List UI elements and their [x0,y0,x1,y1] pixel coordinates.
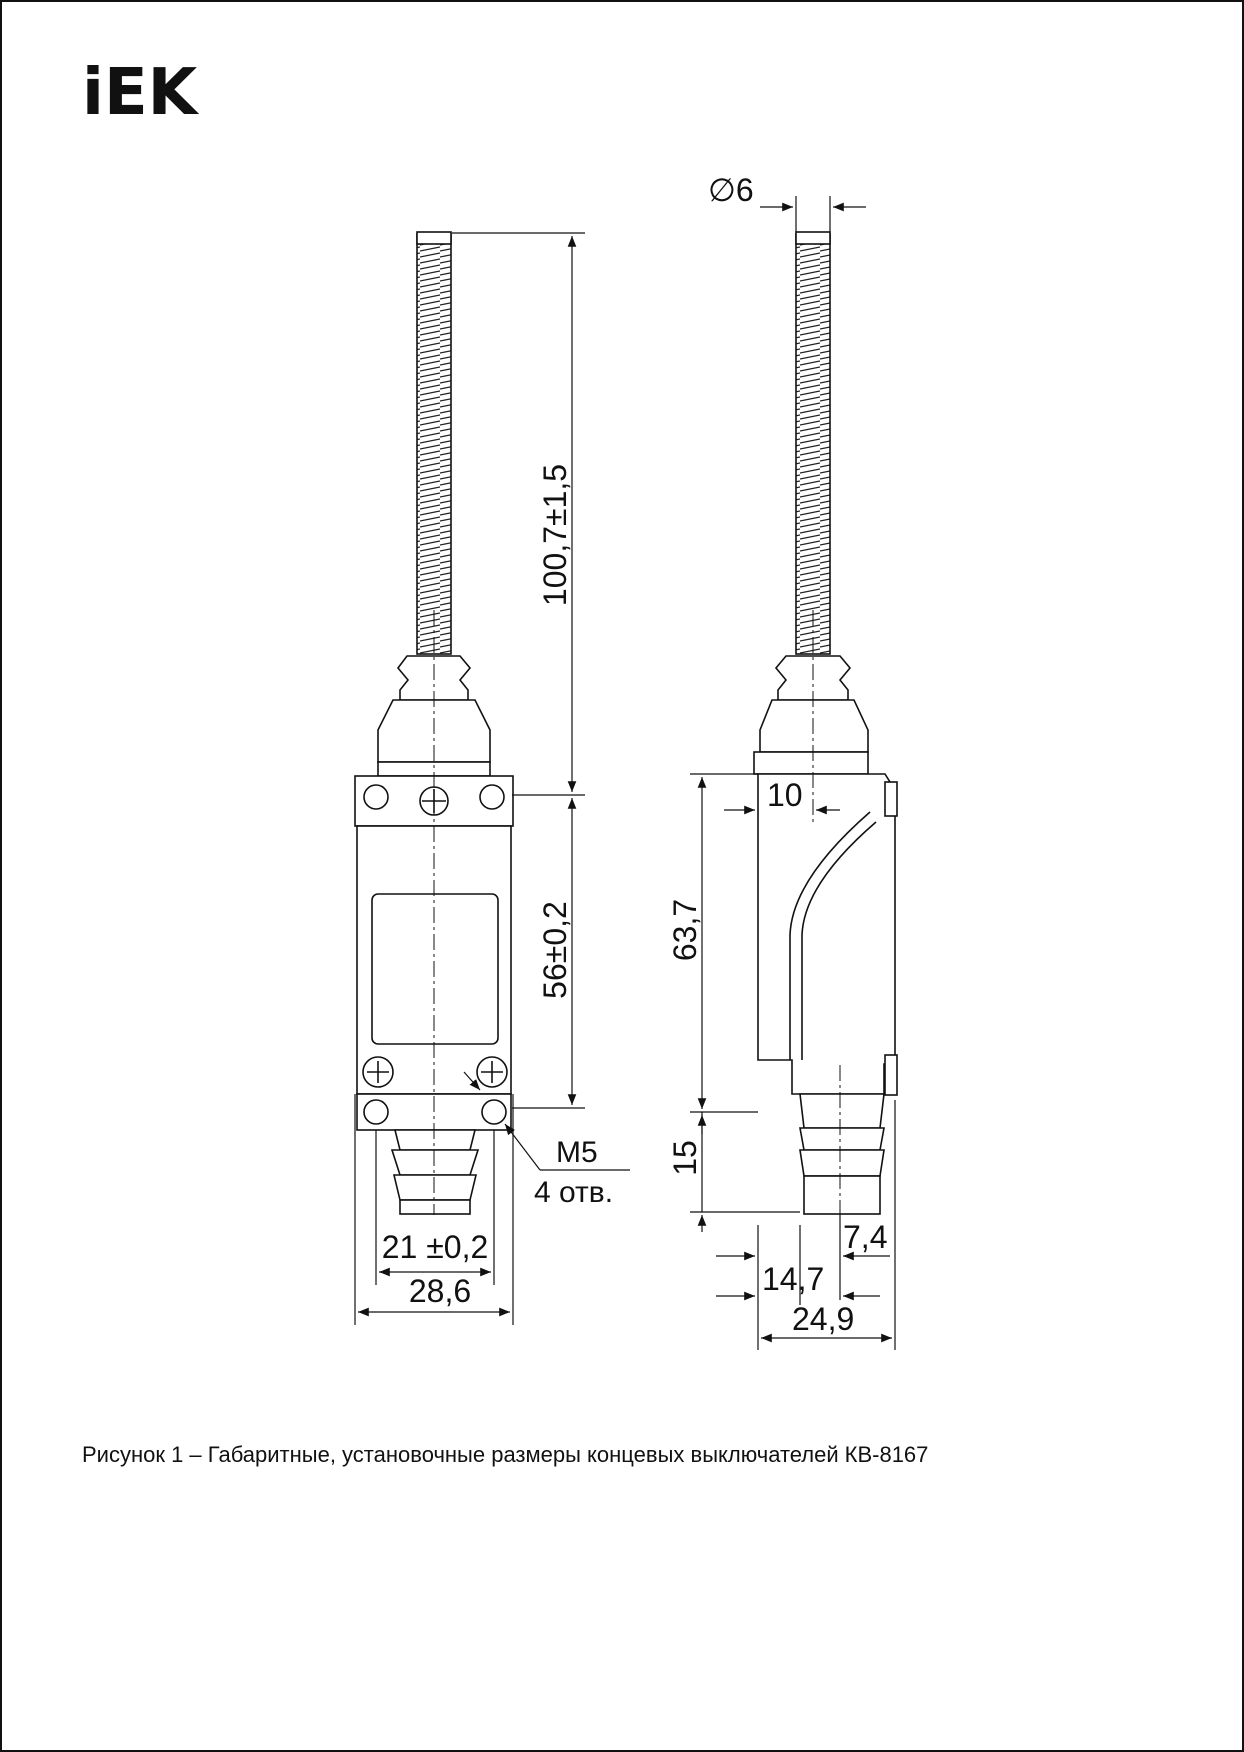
dim-depth-7-4: 7,4 [843,1219,888,1255]
spring-rod-side [796,234,830,654]
caption-model: КВ-8167 [844,1442,929,1467]
caption-main: Рисунок 1 – Габаритные, установочные размеры концевых выключателей [82,1442,839,1467]
iek-logo [82,56,200,130]
dim-plunger-height: 15 [667,1140,703,1176]
dim-lever-length: 100,7±1,5 [537,463,573,607]
dim-mount-height: 56±0,2 [537,901,573,999]
logo-text: iEK [82,56,198,130]
plunger-side [800,1094,884,1128]
dim-rod-diameter: ∅6 [708,172,754,208]
dim-body-width: 28,6 [408,1273,472,1309]
label-window [372,894,498,1044]
side-view [754,232,897,1215]
dim-thread: M5 [556,1136,598,1169]
dim-depth-14-7: 14,7 [762,1261,825,1297]
dim-depth-24-9: 24,9 [792,1301,855,1337]
sheet-border [1,1,1243,1751]
front-view [355,232,513,1215]
cable-gland [395,1130,475,1150]
dim-hole-spacing: 21 ±0,2 [381,1229,489,1265]
dim-body-height: 63,7 [667,898,703,962]
switch-body-side [758,774,895,1094]
dim-holes: 4 отв. [534,1176,614,1209]
spring-rod [417,234,451,654]
figure-caption [82,1442,928,1467]
dim-offset-10: 10 [767,777,803,813]
